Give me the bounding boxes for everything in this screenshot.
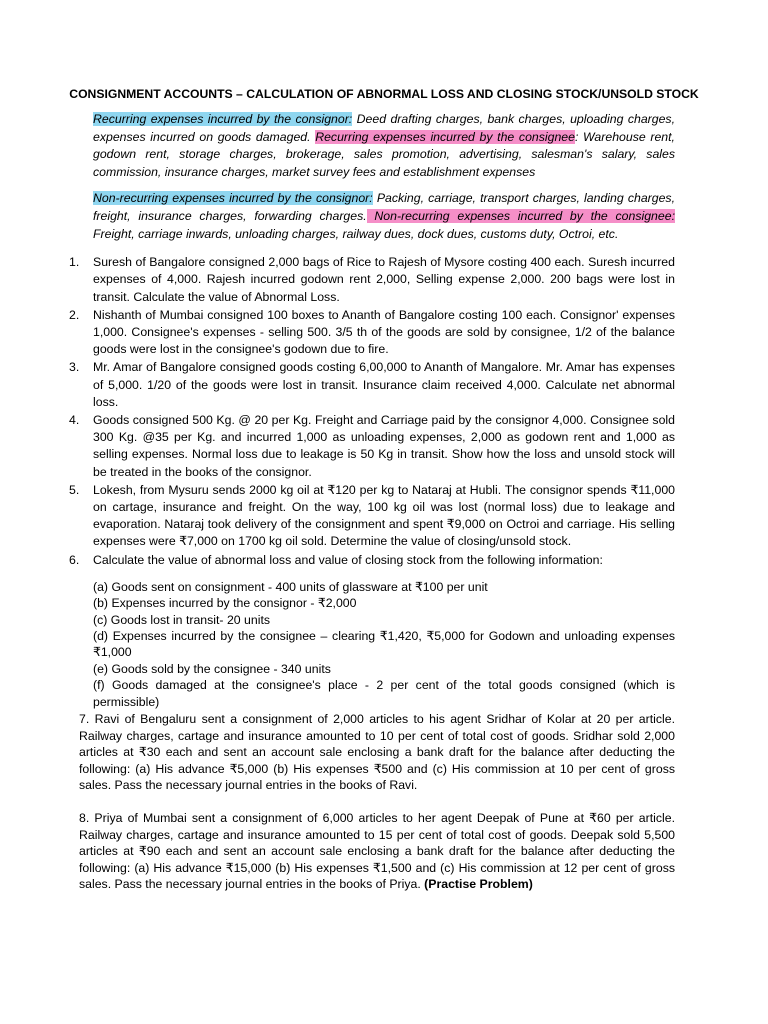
q6-item: (b) Expenses incurred by the consignor - ₹2,000 xyxy=(93,596,357,611)
question-7: 7. Ravi of Bengaluru sent a consignment of 2,000 articles to his agent Sridhar of Kolar at 20 per article. Railway charges, cartage and insurance amounted to 10 per cent of total cost of goods. Sridhar sold 2,000 articles at ₹30 each and sent an account sale enclosing a bank draft for the balance after deducting the following: (a) His advance ₹5,000 (b) His expenses ₹500 and (c) His commission at 10 per cent of gross sales. Pass the necessary journal entries in the books of Ravi. xyxy=(79,712,675,793)
question-item xyxy=(69,552,675,710)
question-text: Mr. Amar of Bangalore consigned goods costing 6,00,000 to Ananth of Mangalore. Mr. Amar has expenses of 5,000. 1/20 of the goods were lost in transit. Insurance claim received 4,000. Calculate net abnormal loss. xyxy=(93,360,675,409)
question-number: 6. xyxy=(69,552,80,567)
question-text: Nishanth of Mumbai consigned 100 boxes to Ananth of Bangalore costing 100 each. Consignor' expenses 1,000. Consignee's expenses - selling 500. 3/5 th of the goods are sold by consignee, 1/2 of the balance goods were lost in the consignee's godown due to fire. xyxy=(93,307,675,357)
question-text: Calculate the value of abnormal loss and value of closing stock from the following information: xyxy=(93,552,603,567)
question-8-text: 8. Priya of Mumbai sent a consignment of 6,000 articles to her agent Deepak of Pune at ₹60 per article. Railway charges, cartage and insurance amounted to 15 per cent of total cost of goods. Deepak sold 5,500 articles at ₹90 each and sent an account sale enclosing a bank draft for the balance after deducting the following: (a) His advance ₹15,000 (b) His expenses ₹1,500 and (c) His commission at 12 per cent of gross sales. Pass the necessary journal entries in the books of Priya. xyxy=(79,811,675,892)
nonrecurring-consignee-label: Non-recurring expenses incurred by the consignee: xyxy=(366,208,675,223)
question-number: 3. xyxy=(69,360,80,375)
page-title: CONSIGNMENT ACCOUNTS – CALCULATION OF ABNORMAL LOSS AND CLOSING STOCK/UNSOLD STOCK xyxy=(69,87,699,101)
question-number: 2. xyxy=(69,307,80,322)
nonrecurring-consignor-label: Non-recurring expenses incurred by the consignor: xyxy=(93,191,373,206)
q6-sub-items xyxy=(93,579,675,710)
q6-item: (a) Goods sent on consignment - 400 units of glassware at ₹100 per unit xyxy=(93,579,488,594)
q6-item: (f) Goods damaged at the consignee's place - 2 per cent of the total goods consigned (which is permissible) xyxy=(93,678,675,709)
recurring-consignor-label: Recurring expenses incurred by the consignor: xyxy=(93,112,353,126)
recurring-consignee-text: : Warehouse rent, godown rent, storage charges, brokerage, sales promotion, advertising, salesman's salary, sales commission, insurance charges, market survey fees and establishment expenses xyxy=(93,129,675,179)
recurring-expenses-paragraph xyxy=(93,111,675,181)
nonrecurring-consignee-text: Freight, carriage inwards, unloading charges, railway dues, dock dues, customs duty, Octroi, etc. xyxy=(93,226,619,241)
question-item xyxy=(69,359,675,411)
question-item xyxy=(69,254,675,306)
nonrecurring-consignor-text: Packing, carriage, transport charges, landing charges, freight, insurance charges, forwarding charges. xyxy=(93,191,675,223)
question-item xyxy=(69,412,675,481)
q6-item: (d) Expenses incurred by the consignee – clearing ₹1,420, ₹5,000 for Godown and unloading expenses ₹1,000 xyxy=(93,629,675,660)
question-text: Suresh of Bangalore consigned 2,000 bags of Rice to Rajesh of Mysore costing 400 each. Suresh incurred expenses of 4,000. Rajesh incurred godown rent 2,000, Selling expense 2,000. 200 bags were lost in transit. Calculate the value of Abnormal Loss. xyxy=(93,255,675,304)
questions-list xyxy=(69,254,675,710)
question-number: 4. xyxy=(69,412,80,427)
question-item xyxy=(69,307,675,359)
question-text: Lokesh, from Mysuru sends 2000 kg oil at ₹120 per kg to Nataraj at Hubli. The consignor spends ₹11,000 on cartage, insurance and freight. On the way, 100 kg oil was lost (normal loss) due to leakage and evaporation. Nataraj took delivery of the consignment and spent ₹9,000 on Octroi and carriage. His selling expenses were ₹7,000 on 1700 kg oil sold. Determine the value of closing/unsold stock. xyxy=(93,482,675,549)
nonrecurring-expenses-paragraph xyxy=(93,190,675,243)
q6-item: (c) Goods lost in transit- 20 units xyxy=(93,612,271,627)
question-number: 1. xyxy=(69,255,80,270)
question-8 xyxy=(79,810,675,893)
recurring-consignee-label: Recurring expenses incurred by the consignee xyxy=(315,129,575,144)
recurring-consignor-text: Deed drafting charges, bank charges, uploading charges, expenses incurred on goods damaged. xyxy=(93,112,675,144)
practise-problem-tag: (Practise Problem) xyxy=(424,877,533,892)
q6-item: (e) Goods sold by the consignee - 340 units xyxy=(93,661,331,676)
question-number: 5. xyxy=(69,482,80,497)
question-text: Goods consigned 500 Kg. @ 20 per Kg. Freight and Carriage paid by the consignor 4,000. Consignee sold 300 Kg. @35 per Kg. and incurred 1,000 as unloading expenses, 2,000 as godown rent and 1,000 as selling expenses. Normal loss due to leakage is 50 Kg in transit. Show how the loss and unsold stock will be treated in the books of the consignor. xyxy=(93,412,675,479)
question-item xyxy=(69,482,675,551)
